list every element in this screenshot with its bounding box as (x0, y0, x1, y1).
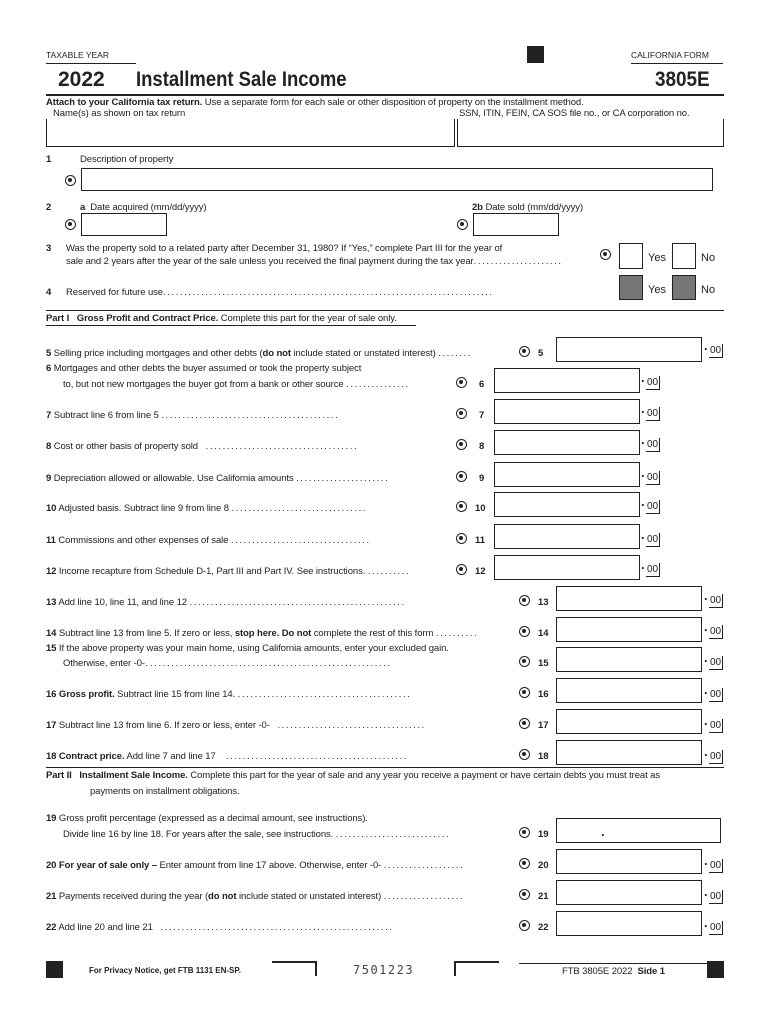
line-4-number: 4 (46, 287, 52, 298)
box-number: 10 (475, 503, 486, 514)
line-4-text: Reserved for future use.............................................................................. (66, 287, 494, 298)
target-icon (519, 920, 530, 931)
target-icon (456, 501, 467, 512)
footer-form-id: FTB 3805E 2022 Side 1 (562, 966, 665, 977)
line-22-text: 22 Add line 20 and line 21 ....................................................... (46, 922, 394, 933)
date-sold-field[interactable] (473, 213, 559, 236)
line-10-amount[interactable] (494, 492, 640, 517)
line-2a-label: a Date acquired (mm/dd/yyyy) (80, 202, 207, 213)
corner-mark (454, 961, 499, 976)
decimal-point: . (601, 824, 605, 839)
line-21-text: 21 Payments received during the year (do not include stated or unstated interest) ................... (46, 891, 465, 902)
target-icon (519, 749, 530, 760)
yes-label: Yes (648, 284, 666, 296)
line-1-label: Description of property (80, 154, 174, 165)
target-icon (456, 471, 467, 482)
box-number: 6 (479, 379, 485, 390)
line-16-text: 16 Gross profit. Subtract line 15 from line 14. ......................................... (46, 689, 412, 700)
corner-mark (272, 961, 317, 976)
line-1-number: 1 (46, 154, 52, 165)
line-16-amount[interactable] (556, 678, 702, 703)
box-number: 13 (538, 597, 549, 608)
target-icon (600, 249, 611, 260)
taxable-year-label: TAXABLE YEAR (46, 50, 109, 60)
line-11-amount[interactable] (494, 524, 640, 549)
target-icon (519, 889, 530, 900)
line-15-text2: Otherwise, enter -0-. ......................................................... (63, 658, 392, 669)
ssn-field[interactable] (457, 119, 724, 147)
line-18-text: 18 Contract price. Add line 7 and line 17 ........................................... (46, 751, 409, 762)
box-number: 18 (538, 751, 549, 762)
box-number: 7 (479, 410, 485, 421)
ssn-label: SSN, ITIN, FEIN, CA SOS file no., or CA corporation no. (459, 108, 690, 119)
related-party-no-checkbox[interactable] (672, 243, 696, 269)
line-6-text1: 6 Mortgages and other debts the buyer assumed or took the property subject (46, 363, 362, 374)
target-icon (519, 858, 530, 869)
attach-instruction: Attach to your California tax return. Use a separate form for each sale or other disposition of property on the installment method. (46, 97, 584, 108)
line-17-text: 17 Subtract line 13 from line 6. If zero or less, enter -0- ................................... (46, 720, 426, 731)
target-icon (519, 687, 530, 698)
target-icon (519, 827, 530, 838)
related-party-yes-checkbox[interactable] (619, 243, 643, 269)
line-3-number: 3 (46, 243, 52, 254)
line-15-amount[interactable] (556, 647, 702, 672)
line-3-text2: sale and 2 years after the year of the sale unless you received the final payment during the tax year..................... (66, 256, 563, 267)
line-20-amount[interactable] (556, 849, 702, 874)
line-19-percentage[interactable] (556, 818, 721, 843)
line-14-amount[interactable] (556, 617, 702, 642)
names-field[interactable] (46, 119, 455, 147)
line-15-text1: 15 If the above property was your main home, using California amounts, enter your excluded gain. (46, 643, 449, 654)
target-icon (457, 219, 468, 230)
target-icon (456, 439, 467, 450)
form-code: 7501223 (353, 963, 415, 977)
line-20-text: 20 For year of sale only – Enter amount from line 17 above. Otherwise, enter -0- ................... (46, 860, 465, 871)
form-number: 3805E (655, 68, 710, 91)
no-label: No (701, 252, 716, 264)
line-6-text2: to, but not new mortgages the buyer got from a bank or other source ............... (63, 379, 410, 390)
line-12-text: 12 Income recapture from Schedule D-1, Part III and Part IV. See instructions. .......... (46, 566, 411, 577)
target-icon (456, 533, 467, 544)
yes-label: Yes (648, 252, 666, 264)
line-9-text: 9 Depreciation allowed or allowable. Use California amounts ...................... (46, 473, 390, 484)
line-5-amount[interactable] (556, 337, 702, 362)
target-icon (456, 377, 467, 388)
form-title: Installment Sale Income (136, 68, 347, 91)
names-label: Name(s) as shown on tax return (53, 108, 186, 119)
line-13-text: 13 Add line 10, line 11, and line 12 ................................................... (46, 597, 406, 608)
line-12-amount[interactable] (494, 555, 640, 580)
line-6-amount[interactable] (494, 368, 640, 393)
box-number: 8 (479, 441, 485, 452)
box-number: 12 (475, 566, 486, 577)
box-number: 20 (538, 860, 549, 871)
box-number: 19 (538, 829, 549, 840)
target-icon (456, 564, 467, 575)
box-number: 22 (538, 922, 549, 933)
property-description-field[interactable] (81, 168, 713, 191)
box-number: 5 (538, 348, 544, 359)
target-icon (519, 718, 530, 729)
line-19-text1: 19 Gross profit percentage (expressed as a decimal amount, see instructions). (46, 813, 368, 824)
box-number: 14 (538, 628, 549, 639)
target-icon (519, 656, 530, 667)
california-form-label: CALIFORNIA FORM (631, 50, 709, 60)
box-number: 21 (538, 891, 549, 902)
no-label: No (701, 284, 716, 296)
box-number: 9 (479, 473, 485, 484)
reserved-yes-box (619, 275, 643, 300)
line-9-amount[interactable] (494, 462, 640, 487)
line-18-amount[interactable] (556, 740, 702, 765)
line-19-text2: Divide line 16 by line 18. For years after the sale, see instructions. ........................... (63, 829, 451, 840)
line-2-number: 2 (46, 202, 52, 213)
box-number: 17 (538, 720, 549, 731)
line-7-text: 7 Subtract line 6 from line 5 .......................................... (46, 410, 340, 421)
target-icon (519, 346, 530, 357)
line-7-amount[interactable] (494, 399, 640, 424)
line-5-text: 5 Selling price including mortgages and other debts (do not include stated or unstated interest) ........ (46, 348, 473, 359)
line-10-text: 10 Adjusted basis. Subtract line 9 from line 8 ................................ (46, 503, 368, 514)
line-11-text: 11 Commissions and other expenses of sale ................................. (46, 535, 371, 546)
box-number: 11 (475, 535, 486, 546)
line-3-text1: Was the property sold to a related party after December 31, 1980? If “Yes,” complete Part III for the year of (66, 243, 503, 254)
target-icon (456, 408, 467, 419)
date-acquired-field[interactable] (81, 213, 167, 236)
target-icon (65, 219, 76, 230)
line-14-text: 14 Subtract line 13 from line 5. If zero or less, stop here. Do not complete the rest of this form .......... (46, 628, 479, 639)
box-number: 16 (538, 689, 549, 700)
line-22-amount[interactable] (556, 911, 702, 936)
target-icon (65, 175, 76, 186)
part-2-header: Part II Installment Sale Income. Complete this part for the year of sale and any year you receive a payment or have certain debts you must treat as (46, 770, 661, 781)
line-8-text: 8 Cost or other basis of property sold .................................... (46, 441, 359, 452)
privacy-notice: For Privacy Notice, get FTB 1131 EN-SP. (89, 966, 241, 975)
registration-mark (527, 46, 544, 63)
line-13-amount[interactable] (556, 586, 702, 611)
registration-mark (707, 961, 724, 978)
box-number: 15 (538, 658, 549, 669)
part-2-header-cont: payments on installment obligations. (90, 786, 240, 797)
reserved-no-box (672, 275, 696, 300)
line-21-amount[interactable] (556, 880, 702, 905)
line-8-amount[interactable] (494, 430, 640, 455)
line-17-amount[interactable] (556, 709, 702, 734)
target-icon (519, 595, 530, 606)
tax-year: 2022 (58, 68, 105, 91)
part-1-header: Part I Gross Profit and Contract Price. Complete this part for the year of sale only. (46, 313, 397, 324)
registration-mark (46, 961, 63, 978)
line-2b-label: 2b Date sold (mm/dd/yyyy) (472, 202, 584, 213)
target-icon (519, 626, 530, 637)
